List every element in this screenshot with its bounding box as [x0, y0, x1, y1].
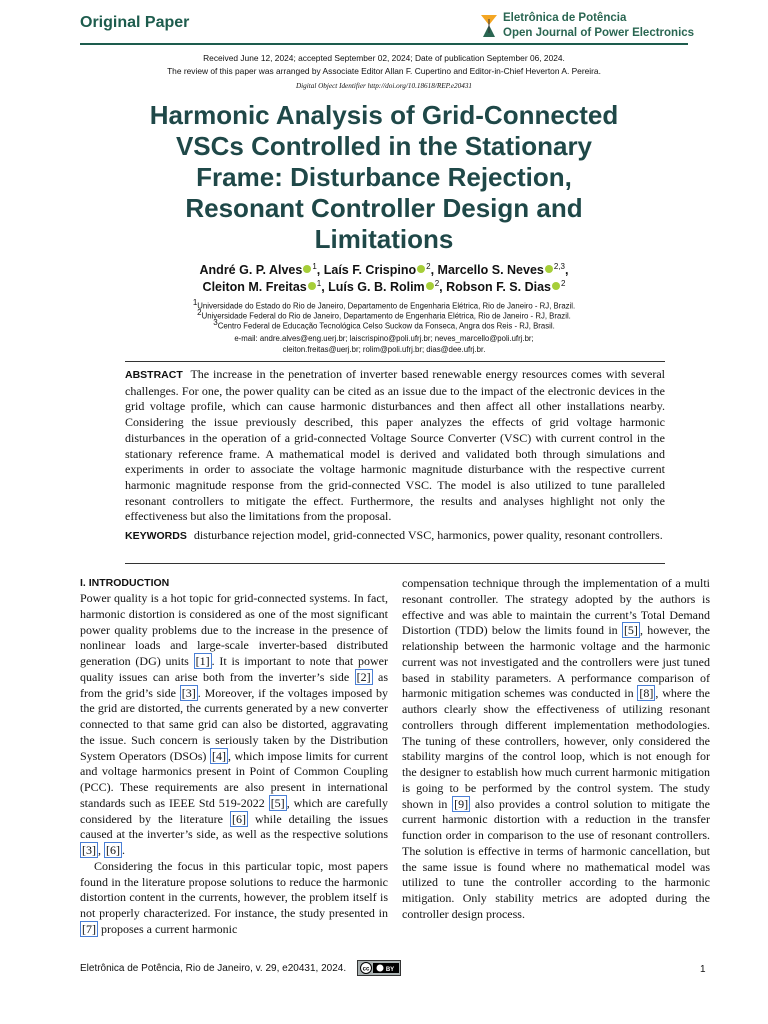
affiliation-mark: 2,3	[553, 262, 565, 271]
paragraph: Power quality is a hot topic for grid-connected systems. In fact, harmonic distortion is considered as one of the most significant power quality problems due to the increase in the presence of nonlinear loads and large-scale inverter-based distributed generation (DG) units [1] . It is important to note that power quality issues can arise both from the inverter’s side [2] as from the grid’s side [3] . Moreover, if the voltages imposed by the grid are distorted, the currents generated by a new converter connected to that same grid can also be distorted, aggravating the issue. Such concern is seriously taken by the Distribution System Operators (DSOs) [4] , which impose limits for current and voltage harmonics present in Point of Common Coupling (PCC). These requirements are also present in international standards such as IEEE Std 519-2022 [5] , which are carefully considered by the literature [6] while detailing the issues caused at the inverter’s side, as well as the respective solutions [3] , [6] .	[80, 591, 389, 857]
citation-link[interactable]: [1]	[195, 654, 210, 668]
abstract-divider	[125, 361, 665, 362]
orcid-icon[interactable]	[417, 265, 425, 273]
affiliation-mark: 2	[560, 279, 566, 288]
abstract	[125, 367, 665, 525]
doi-link[interactable]: Digital Object Identifier http://doi.org/10.18618/REP.e20431	[295, 82, 473, 90]
author-line: Cleiton M. Freitas $^1$, Luís G. B. Rolim $^2$, Robson F. S. Dias $^2$	[202, 279, 566, 295]
svg-text:BY: BY	[385, 967, 395, 973]
orcid-icon[interactable]	[545, 265, 553, 273]
citation-link[interactable]: [6]	[106, 843, 120, 857]
author-name: Robson F. S. Dias	[446, 280, 551, 295]
title-line: Harmonic Analysis of Grid-Connected	[149, 100, 619, 130]
abstract-label: ABSTRACT	[125, 369, 183, 381]
body-column-left	[80, 591, 388, 938]
affiliation: $^3$Centro Federal de Educação Tecnológica Celso Suckow da Fonseca, Angra dos Reis - RJ, Brasil.	[213, 318, 555, 331]
journal-logo-icon	[479, 13, 499, 39]
citation-link[interactable]: [4]	[211, 748, 226, 763]
affiliation: $^2$Universidade Federal do Rio de Janeiro, Departamento de Engenharia Elétrica, Rio de Janeiro - RJ, Brazil.	[197, 308, 571, 321]
section-heading: I. INTRODUCTION	[80, 577, 170, 589]
orcid-icon[interactable]	[426, 282, 434, 290]
section-label: Original Paper	[80, 14, 190, 31]
svg-text:cc: cc	[362, 966, 370, 973]
email-list: cleiton.freitas@uerj.br; rolim@poli.ufrj.br; dias@dee.ufrj.br.	[282, 345, 486, 354]
affiliation-mark: 1	[312, 262, 317, 271]
paper-title	[80, 100, 688, 255]
citation-link[interactable]: [8]	[639, 686, 654, 701]
affiliation: $^1$Universidade do Estado do Rio de Janeiro, Departamento de Engenharia Elétrica, Rio de Janeiro - RJ, Brazil.	[192, 298, 576, 311]
title-line: Frame: Disturbance Rejection,	[196, 162, 572, 192]
orcid-icon[interactable]	[308, 282, 316, 290]
affiliation-mark: 2	[434, 279, 440, 288]
received-dates: Received June 12, 2024; accepted September 02, 2024; Date of publication September 06, 2024.	[203, 53, 565, 63]
journal-name: Eletrônica de Potência	[503, 12, 627, 24]
review-note: The review of this paper was arranged by Associate Editor Allan F. Cupertino and Editor-in-Chief Heverton A. Pereira.	[167, 66, 601, 76]
header-divider	[80, 43, 688, 45]
keywords-label: KEYWORDS	[125, 530, 187, 542]
cc-by-icon[interactable]	[357, 960, 401, 976]
citation-link[interactable]: [3]	[181, 685, 196, 700]
abstract-text: The increase in the penetration of inverter based renewable energy resources comes with several challenges. For one, the power quality can be cited as an issue due to the impact of the electronic devices in the grid voltage profile, which can cause harmonic disturbances and then affect all other installations nearby. Considering the issue previously described, this paper analyzes the effects of grid voltage harmonic disturbances in the operation of a grid-connected Voltage Source Converter (VSC) with current control in the stationary reference frame. A mathematical model is derived and validated both through simulations and experiments in order to associate the voltage harmonic magnitude disturbance with the respective current harmonic magnitude response from the grid-connected VSC. The model is also utilized to tune paralleled resonant controllers to mitigate the effect. Furthermore, the results and analyses highlight not only the effectiveness but also the limitations from the proposal.	[125, 367, 665, 524]
author-name: Marcello S. Neves	[437, 263, 544, 278]
page-number: 1	[700, 964, 706, 975]
orcid-icon[interactable]	[552, 282, 560, 290]
keywords-text: disturbance rejection model, grid-connected VSC, harmonics, power quality, resonant controllers.	[193, 528, 663, 542]
citation-link[interactable]: [5]	[270, 795, 285, 810]
citation-link[interactable]: [7]	[82, 921, 96, 936]
title-line: Resonant Controller Design and	[185, 193, 583, 223]
orcid-icon[interactable]	[303, 265, 311, 273]
author-name: Cleiton M. Freitas	[202, 280, 307, 295]
author-name: André G. P. Alves	[199, 263, 303, 278]
title-line: Limitations	[314, 224, 454, 254]
author-name: Luís G. B. Rolim	[328, 280, 425, 295]
title-line: VSCs Controlled in the Stationary	[175, 131, 593, 161]
author-name: Laís F. Crispino	[323, 263, 417, 278]
affiliation-mark: 1	[316, 279, 322, 288]
abstract-divider	[125, 563, 665, 564]
citation-link[interactable]: [5]	[623, 623, 638, 638]
keywords	[125, 528, 665, 545]
body-column-right	[402, 576, 710, 923]
paragraph: Considering the focus in this particular topic, most papers found in the literature propose solutions to reduce the harmonic distortion content in the currents, however, the problem itself is not properly characterized. For instance, the study presented in [7] proposes a current harmonic	[80, 858, 388, 936]
journal-subtitle: Open Journal of Power Electronics	[503, 27, 695, 39]
affiliation-mark: 2	[426, 262, 431, 271]
author-line: André G. P. Alves $^1$, Laís F. Crispino $^2$, Marcello S. Neves $^{2,3}$,	[199, 262, 569, 278]
citation-link[interactable]: [6]	[231, 811, 246, 826]
citation-link[interactable]: [3]	[82, 843, 96, 857]
citation-link[interactable]: [9]	[454, 796, 469, 811]
email-list: e-mail: andre.alves@eng.uerj.br; laiscrispino@poli.ufrj.br; neves_marcello@poli.ufrj.br;	[234, 334, 534, 343]
footer-citation: Eletrônica de Potência, Rio de Janeiro, v. 29, e20431, 2024.	[80, 963, 347, 974]
paragraph: compensation technique through the implementation of a multi resonant controller. The strategy adopted by the authors is effective and was able to maintain the current’s Total Demand Distortion (TDD) below the limits found in [5] , however, the relationship between the harmonic voltage and the harmonic current was not investigated and the controllers were just tuned based in stability parameters. A performance comparison of harmonic mitigation schemes was conducted in [8] , where the authors clearly show the effectiveness of utilizing resonant controllers through different implementation methodologies. The tuning of these controllers, however, only considered the stability margins of the control loop, which is not enough for the designer to establish how much current harmonic mitigation is going to be performed by the control system. The study shown in [9] also provides a control solution to mitigate the current harmonic distortion with a reduction in the transfer function order in comparison to the use of resonant controllers. The solution is effective in terms of harmonic cancellation, but the same issue is found where no mathematical model was utilized to tune the controller according to the harmonic mitigation. Only stability metrics are adopted during the controller design process.	[402, 576, 711, 921]
citation-link[interactable]: [2]	[356, 669, 371, 684]
